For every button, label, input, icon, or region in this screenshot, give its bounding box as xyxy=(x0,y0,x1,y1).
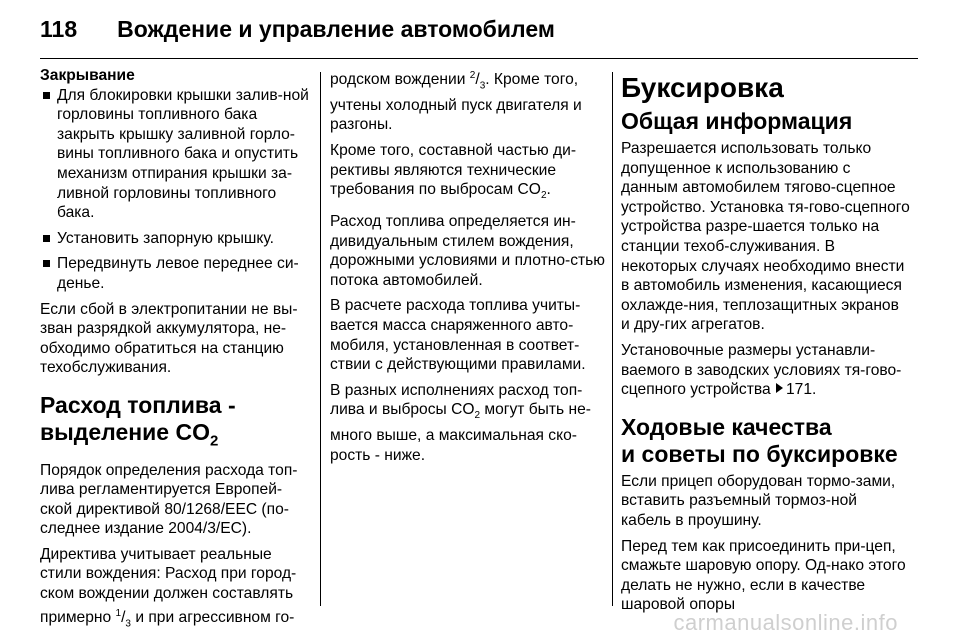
column-divider-1 xyxy=(320,72,321,606)
hitch-approval-paragraph: Разрешается использовать только допущенное к использованию с данным автомобилем тягово-сцепное устройство. Установка тя-гово-сцепного устройства разре-шается только на станции техоб-служивания. В некоторых случаях необходимо внести в автомобиль изменения, касающиеся охлажде-ния, теплозащитных экранов и дру-гих агрегатов. xyxy=(621,140,910,334)
paragraph-text: . xyxy=(546,181,551,199)
paragraph-text: Установочные размеры устанавли-ваемого в заводских условиях тя-гово-сцепного устройства xyxy=(621,341,902,399)
general-info-heading: Общая информация xyxy=(621,108,853,134)
ball-joint-paragraph: Перед тем как присоединить при-цеп, смажьте шаровую опору. Од-нако этого делать не нужно, если в качестве шаровой опоры xyxy=(621,537,906,614)
vehicle-mass-paragraph: В расчете расхода топлива учиты-вается масса снаряженного авто-мобиля, установленная в соответ-ствии с действующими правилами. xyxy=(330,297,586,374)
power-failure-paragraph: Если сбой в электропитании не вы-зван разрядкой аккумулятора, не-обходимо обратиться на станцию техобслуживания. xyxy=(40,300,298,377)
fraction-denominator: 3 xyxy=(479,80,486,92)
column-middle xyxy=(330,66,605,471)
column-right xyxy=(621,66,911,621)
towing-heading: Буксировка xyxy=(621,72,784,103)
page-reference-link[interactable]: 171. xyxy=(785,381,817,399)
driving-style-paragraph: Расход топлива определяется ин-дивидуальным стилем вождения, дорожными условиями и плотно-стью потока автомобилей. xyxy=(330,212,605,289)
paragraph-text: Кроме того, составной частью ди-рективы являются технические требования по выбросам CO xyxy=(330,142,577,199)
paragraph-text: родском вождении xyxy=(330,71,470,89)
fuel-heading-line1: Расход топлива - xyxy=(40,391,236,418)
fraction-denominator: 3 xyxy=(125,617,131,629)
emissions-requirements-paragraph xyxy=(330,141,605,206)
page-reference-arrow-icon xyxy=(776,383,783,393)
co2-subscript: 2 xyxy=(540,190,547,202)
co2-subscript: 2 xyxy=(209,432,219,450)
paragraph-text: Директива учитывает реальные стили вождения: Расход при город-ском вождении должен составлять примерно xyxy=(40,545,297,626)
driving-heading-line2: и советы по буксировке xyxy=(621,440,898,467)
column-divider-2 xyxy=(612,72,613,606)
column-left xyxy=(40,66,312,640)
urban-driving-paragraph: родском вождении $^2/_3$. Кроме того, учтены холодный пуск двигателя и разгоны. xyxy=(330,70,582,134)
driving-styles-paragraph: Директива учитывает реальные стили вождения: Расход при город-ском вождении должен составлять примерно $^1/_3$ и при агрессивном го- xyxy=(40,545,297,629)
hitch-dimensions-paragraph xyxy=(621,341,911,400)
fraction-numerator: 2 xyxy=(469,70,476,81)
directive-paragraph: Порядок определения расхода топ-лива регламентируется Европей-ской директивой 80/1268/EEC (по-следнее издание 2004/3/EC). xyxy=(40,461,298,538)
page-number: 118 xyxy=(40,16,78,42)
watermark: carmanualsonline.info xyxy=(673,610,898,635)
page-header xyxy=(40,16,555,44)
fuel-heading-line2: выделение CO xyxy=(40,418,210,445)
closing-steps-list xyxy=(40,86,312,294)
list-item: Для блокировки крышки залив-ной горловины топливного бака закрыть крышку заливной горло-вины топливного бака и опустить механизм отпирания крышки за-ливной горловины топливного бака. xyxy=(40,86,312,223)
fuel-consumption-heading xyxy=(40,392,312,455)
paragraph-text: . Кроме того, учтены холодный пуск двигателя и разгоны. xyxy=(330,71,582,134)
co2-subscript: 2 xyxy=(474,410,481,422)
paragraph-text: и при агрессивном го- xyxy=(130,608,295,626)
paragraph-text: В разных исполнениях расход топ-лива и выбросы CO xyxy=(330,381,583,419)
paragraph-text: могут быть не-много выше, а максимальная ско-рость - ниже. xyxy=(330,401,591,464)
header-divider xyxy=(40,58,918,59)
closing-heading: Закрывание xyxy=(40,67,135,84)
fraction-numerator: 1 xyxy=(115,607,122,619)
list-item: Передвинуть левое переднее си-денье. xyxy=(40,254,312,293)
list-item: Установить запорную крышку. xyxy=(40,229,312,249)
page-title: Вождение и управление автомобилем xyxy=(117,16,555,42)
driving-characteristics-heading xyxy=(621,414,911,468)
brake-cable-paragraph: Если прицеп оборудован тормо-зами, вставить разъемный тормоз-ной кабель в проушину. xyxy=(621,472,896,529)
versions-emissions-paragraph xyxy=(330,381,605,465)
driving-heading-line1: Ходовые качества xyxy=(621,413,832,440)
